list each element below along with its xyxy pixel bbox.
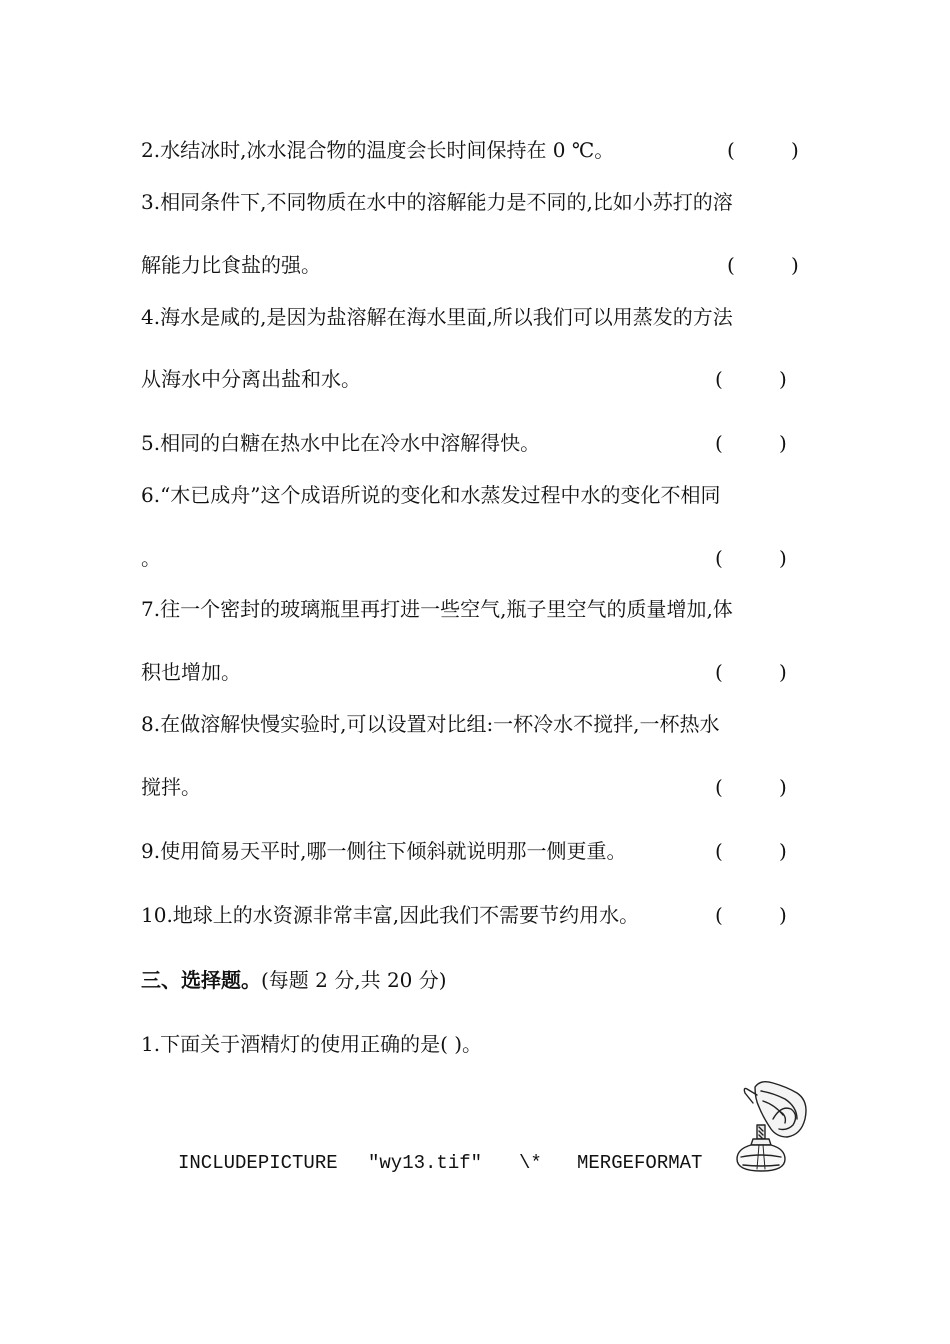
paren-open: (	[715, 431, 723, 455]
paren-open: (	[715, 367, 723, 391]
question-4-line-2: 从海水中分离出盐和水。	[141, 367, 361, 391]
paren-open: (	[715, 546, 723, 570]
paren-close: )	[779, 839, 787, 863]
field-code-mergeformat: MERGEFORMAT	[577, 1152, 703, 1174]
paren-open: (	[715, 660, 723, 684]
section-3-heading	[141, 968, 447, 992]
section-3-title: 三、选择题。	[141, 968, 261, 992]
question-3-line-2: 解能力比食盐的强。	[141, 253, 321, 277]
paren-open: (	[715, 839, 723, 863]
alcohol-lamp-icon	[733, 1075, 813, 1175]
field-code-switch: \*	[519, 1152, 542, 1174]
paren-close: )	[791, 253, 799, 277]
question-4-line-1: 4.海水是咸的,是因为盐溶解在海水里面,所以我们可以用蒸发的方法	[141, 305, 733, 329]
question-8-line-1: 8.在做溶解快慢实验时,可以设置对比组:一杯冷水不搅拌,一杯热水	[141, 712, 720, 736]
paren-close: )	[779, 546, 787, 570]
paren-close: )	[791, 138, 799, 162]
question-5-text: 5.相同的白糖在热水中比在冷水中溶解得快。	[141, 431, 541, 455]
question-3-line-1: 3.相同条件下,不同物质在水中的溶解能力是不同的,比如小苏打的溶	[141, 190, 733, 214]
paren-open: (	[727, 253, 735, 277]
paren-open: (	[715, 775, 723, 799]
paren-open: (	[727, 138, 735, 162]
question-6-line-1: 6.“木已成舟”这个成语所说的变化和水蒸发过程中水的变化不相同	[141, 483, 721, 507]
paren-close: )	[779, 775, 787, 799]
question-9-text: 9.使用简易天平时,哪一侧往下倾斜就说明那一侧更重。	[141, 839, 627, 863]
paren-close: )	[779, 660, 787, 684]
question-7-line-2: 积也增加。	[141, 660, 241, 684]
choice-question-1-text: 1.下面关于酒精灯的使用正确的是( )。	[141, 1032, 483, 1056]
question-8-line-2: 搅拌。	[141, 775, 201, 799]
paren-close: )	[779, 903, 787, 927]
field-code-includepicture: INCLUDEPICTURE	[178, 1152, 338, 1174]
question-2-text: 2.水结冰时,冰水混合物的温度会长时间保持在 0 ℃。	[141, 138, 615, 162]
question-6-line-2: 。	[141, 546, 161, 570]
paren-close: )	[779, 367, 787, 391]
paren-open: (	[715, 903, 723, 927]
field-code-filename: "wy13.tif"	[368, 1152, 483, 1174]
question-10-text: 10.地球上的水资源非常丰富,因此我们不需要节约用水。	[141, 903, 640, 927]
section-3-note: (每题 2 分,共 20 分)	[261, 968, 447, 992]
question-7-line-1: 7.往一个密封的玻璃瓶里再打进一些空气,瓶子里空气的质量增加,体	[141, 597, 733, 621]
paren-close: )	[779, 431, 787, 455]
